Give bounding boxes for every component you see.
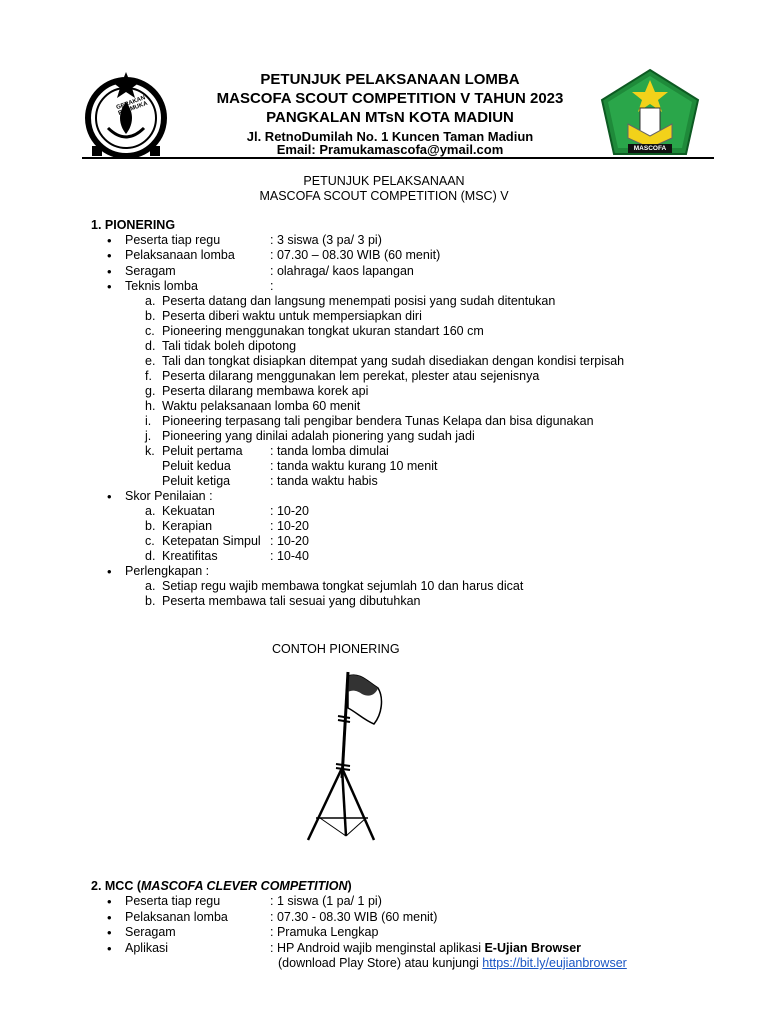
skor-marker: a. (145, 504, 156, 518)
section-1-heading: 1. PIONERING (91, 218, 176, 232)
skor-label: • Skor Penilaian : (125, 489, 213, 504)
section-2-heading-suffix: ) (347, 879, 352, 893)
s2-row-label: • Pelaksanan lomba (125, 910, 228, 925)
peluit-marker: k. (145, 444, 155, 458)
teknis-item: Tali tidak boleh dipotong (162, 339, 297, 353)
peluit-value: : tanda lomba dimulai (270, 444, 389, 458)
header-email: Email: Pramukamascofa@ymail.com (276, 142, 504, 157)
teknis-item: Peserta dilarang menggunakan lem perekat, plester atau sejenisnya (162, 369, 540, 383)
s1-row-label: • Pelaksanaan lomba (125, 248, 235, 263)
perlengkapan-marker: b. (145, 594, 156, 608)
teknis-item: Peserta diberi waktu untuk mempersiapkan diri (162, 309, 422, 323)
skor-marker: c. (145, 534, 155, 548)
right-logo-text: MASCOFA (633, 145, 667, 152)
skor-item-label: Ketepatan Simpul (162, 534, 261, 548)
skor-marker: d. (145, 549, 156, 563)
peluit-label: Peluit kedua (162, 459, 231, 473)
header-line-1: PETUNJUK PELAKSANAAN LOMBA (260, 71, 520, 88)
s1-row-label: • Peserta tiap regu (125, 233, 220, 248)
s2-row-value: : 1 siswa (1 pa/ 1 pi) (270, 894, 382, 908)
s2-row-label: • Aplikasi (125, 941, 168, 956)
teknis-marker: c. (145, 324, 155, 338)
teknis-item: Peserta datang dan langsung menempati posisi yang sudah ditentukan (162, 294, 556, 308)
teknis-marker: d. (145, 339, 156, 353)
header-divider (82, 157, 714, 159)
header-line-3: PANGKALAN MTsN KOTA MADIUN (266, 109, 514, 126)
teknis-item: Pioneering yang dinilai adalah pionering yang sudah jadi (162, 429, 475, 443)
gerakan-pramuka-logo (78, 68, 174, 164)
skor-item-value: : 10-20 (270, 534, 309, 548)
teknis-marker: f. (145, 369, 152, 383)
s1-row-value: : 07.30 – 08.30 WIB (60 menit) (270, 248, 441, 262)
peluit-label: Peluit pertama (162, 444, 243, 458)
download-text: (download Play Store) atau kunjungi (278, 956, 483, 970)
left-logo-text: GERAKAN PRAMUKA (115, 95, 149, 117)
perlengkapan-item: Peserta membawa tali sesuai yang dibutuhkan (162, 594, 421, 608)
pionering-illustration (290, 668, 400, 848)
eujian-browser-link[interactable]: https://bit.ly/eujianbrowser (482, 956, 627, 970)
teknis-item: Pioneering menggunakan tongkat ukuran standart 160 cm (162, 324, 484, 338)
s1-row-label: • Seragam (125, 264, 176, 279)
perlengkapan-label: • Perlengkapan : (125, 564, 209, 579)
teknis-marker: a. (145, 294, 156, 308)
perlengkapan-item: Setiap regu wajib membawa tongkat sejumlah 10 dan harus dicat (162, 579, 524, 593)
teknis-item: Tali dan tongkat disiapkan ditempat yang sudah disediakan dengan kondisi terpisah (162, 354, 625, 368)
peluit-value: : tanda waktu habis (270, 474, 378, 488)
skor-item-label: Kekuatan (162, 504, 215, 518)
skor-item-value: : 10-40 (270, 549, 309, 563)
peluit-label: Peluit ketiga (162, 474, 231, 488)
teknis-marker: b. (145, 309, 156, 323)
teknis-marker: g. (145, 384, 156, 398)
teknis-marker: e. (145, 354, 156, 368)
s2-aplikasi-value (270, 941, 581, 956)
skor-item-label: Kreatifitas (162, 549, 218, 563)
s2-row-label: • Peserta tiap regu (125, 894, 220, 909)
doc-title-1: PETUNJUK PELAKSANAAN (303, 174, 465, 188)
header-line-2: MASCOFA SCOUT COMPETITION V TAHUN 2023 (216, 90, 564, 107)
section-2-heading-italic: MASCOFA CLEVER COMPETITION (141, 879, 348, 893)
section-2-heading-prefix: 2. MCC ( (91, 879, 141, 893)
skor-marker: b. (145, 519, 156, 533)
skor-item-label: Kerapian (162, 519, 213, 533)
peluit-value: : tanda waktu kurang 10 menit (270, 459, 438, 473)
teknis-item: Peserta dilarang membawa korek api (162, 384, 369, 398)
s1-row-value: : (270, 279, 274, 293)
teknis-item: Pioneering terpasang tali pengibar bendera Tunas Kelapa dan bisa digunakan (162, 414, 594, 428)
teknis-marker: i. (145, 414, 152, 428)
contoh-pionering-label: CONTOH PIONERING (272, 642, 400, 656)
s2-download-line (278, 956, 627, 971)
s2-aplikasi-text: : HP Android wajib menginstal aplikasi (270, 941, 485, 955)
skor-item-value: : 10-20 (270, 504, 309, 518)
teknis-marker: j. (145, 429, 152, 443)
s1-row-value: : olahraga/ kaos lapangan (270, 264, 414, 278)
s1-row-value: : 3 siswa (3 pa/ 3 pi) (270, 233, 382, 247)
s1-row-label: • Teknis lomba (125, 279, 198, 294)
section-2-heading (91, 879, 352, 894)
skor-item-value: : 10-20 (270, 519, 309, 533)
teknis-marker: h. (145, 399, 156, 413)
perlengkapan-marker: a. (145, 579, 156, 593)
header-address: Jl. RetnoDumilah No. 1 Kuncen Taman Madiun (246, 129, 534, 144)
doc-title-2: MASCOFA SCOUT COMPETITION (MSC) V (259, 189, 509, 203)
teknis-item: Waktu pelaksanaan lomba 60 menit (162, 399, 361, 413)
app-name: E-Ujian Browser (484, 941, 582, 955)
s2-row-value: : Pramuka Lengkap (270, 925, 379, 939)
s2-row-value: : 07.30 - 08.30 WIB (60 menit) (270, 910, 438, 924)
s2-row-label: • Seragam (125, 925, 176, 940)
